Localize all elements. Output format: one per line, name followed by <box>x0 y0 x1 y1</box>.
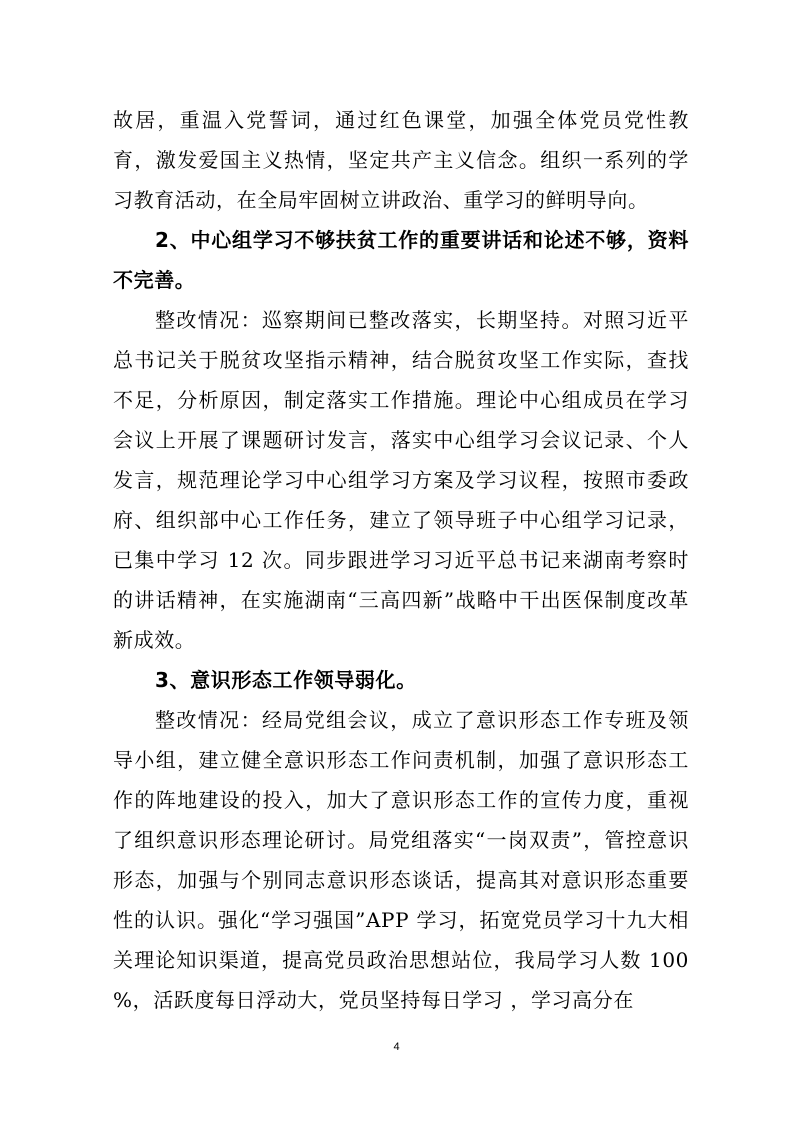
section-heading: 2、中心组学习不够扶贫工作的重要讲话和论述不够，资料不完善。 <box>113 228 689 292</box>
body-paragraph: 整改情况：巡察期间已整改落实，长期坚持。对照习近平总书记关于脱贫攻坚指示精神，结合脱贫攻坚工作实际，查找不足，分析原因，制定落实工作措施。理论中心组成员在学习会议上开展了课题研讨发言，落实中心组学习会议记录、个人发言，规范理论学习中心组学习方案及学习议程，按照市委政府、组织部中心工作任务，建立了领导班子中心组学习记录，已集中学习 12 次。同步跟进学习习近平总书记来湖南考察时的讲话精神，在实施湖南“三高四新”战略中干出医保制度改革新成效。 <box>113 308 689 652</box>
body-paragraph: 故居，重温入党誓词，通过红色课堂，加强全体党员党性教育，激发爱国主义热情，坚定共产主义信念。组织一系列的学习教育活动，在全局牢固树立讲政治、重学习的鲜明导向。 <box>113 108 689 212</box>
page-number: 4 <box>393 1041 400 1053</box>
body-paragraph: 整改情况：经局党组会议，成立了意识形态工作专班及领导小组，建立健全意识形态工作问责机制，加强了意识形态工作的阵地建设的投入，加大了意识形态工作的宣传力度，重视了组织意识形态理论研讨。局党组落实“一岗双责”，管控意识形态，加强与个别同志意识形态谈话，提高其对意识形态重要性的认识。强化“学习强国”APP 学习，拓宽党员学习十九大相关理论知识渠道，提高党员政治思想站位，我局学习人数 100 %，活跃度每日浮动大，党员坚持每日学习 ，学习高分在 <box>113 708 689 1012</box>
document-body <box>113 100 689 1020</box>
section-heading: 3、意识形态工作领导弱化。 <box>155 668 417 692</box>
